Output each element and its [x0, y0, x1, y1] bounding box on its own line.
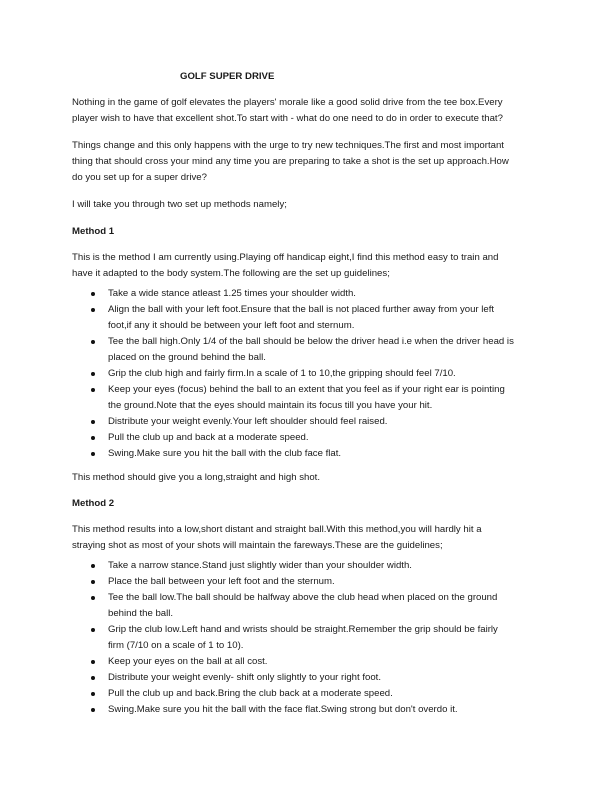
list-item: Keep your eyes on the ball at all cost.: [108, 656, 268, 667]
list-item: Take a wide stance atleast 1.25 times your shoulder width.: [108, 288, 356, 299]
list-item: Grip the club low.Left hand and wrists should be straight.Remember the grip should be fairly: [108, 624, 498, 635]
bullet-icon: [91, 340, 95, 344]
bullet-icon: [91, 628, 95, 632]
section-heading: Method 2: [72, 498, 115, 509]
bullet-icon: [91, 292, 95, 296]
list-item: Pull the club up and back.Bring the club back at a moderate speed.: [108, 688, 393, 699]
bullet-icon: [91, 580, 95, 584]
list-item: Keep your eyes (focus) behind the ball to an extent that you feel as if your right ear is pointing: [108, 384, 505, 395]
section-heading: Method 1: [72, 226, 115, 237]
bullet-icon: [91, 388, 95, 392]
bullet-icon: [91, 596, 95, 600]
paragraph-line: This is the method I am currently using.Playing off handicap eight,I find this method easy to train and: [72, 252, 499, 263]
list-item: Distribute your weight evenly.Your left shoulder should feel raised.: [108, 416, 388, 427]
paragraph-line: Things change and this only happens with the urge to try new techniques.The first and most important: [72, 140, 504, 151]
list-item: behind the ball.: [108, 608, 174, 619]
list-item: Tee the ball high.Only 1/4 of the ball should be below the driver head i.e when the driver head is: [108, 336, 514, 347]
list-item: foot,if any it should be between your left foot and sternum.: [108, 320, 355, 331]
list-item: firm (7/10 on a scale of 1 to 10).: [108, 640, 244, 651]
list-item: the ground.Note that the eyes should maintain its focus till you have your hit.: [108, 400, 433, 411]
list-item: placed on the ground behind the ball.: [108, 352, 266, 363]
document-title: GOLF SUPER DRIVE: [180, 71, 275, 82]
bullet-icon: [91, 420, 95, 424]
list-item: Align the ball with your left foot.Ensure that the ball is not placed further away from your left: [108, 304, 495, 315]
list-item: Take a narrow stance.Stand just slightly wider than your shoulder width.: [108, 560, 412, 571]
list-item: Distribute your weight evenly- shift only slightly to your right foot.: [108, 672, 382, 683]
bullet-icon: [91, 436, 95, 440]
list-item: Swing.Make sure you hit the ball with the club face flat.: [108, 448, 342, 459]
bullet-icon: [91, 564, 95, 568]
bullet-icon: [91, 372, 95, 376]
paragraph-line: Nothing in the game of golf elevates the players' morale like a good solid drive from the tee box.Every: [72, 97, 503, 108]
paragraph-line: have it adapted to the body system.The following are the set up guidelines;: [72, 268, 390, 279]
list-item: Tee the ball low.The ball should be halfway above the club head when placed on the ground: [108, 592, 498, 603]
list-item: Pull the club up and back at a moderate speed.: [108, 432, 309, 443]
list-item: Grip the club high and fairly firm.In a scale of 1 to 10,the gripping should feel 7/10.: [108, 368, 456, 379]
paragraph-line: thing that should cross your mind any time you are preparing to take a shot is the set up approach.How: [72, 156, 509, 167]
bullet-icon: [91, 692, 95, 696]
paragraph-line: do you set up for a super drive?: [72, 172, 207, 183]
list-item: Place the ball between your left foot and the sternum.: [108, 576, 335, 587]
bullet-icon: [91, 452, 95, 456]
bullet-icon: [91, 708, 95, 712]
bullet-icon: [91, 308, 95, 312]
paragraph-line: This method should give you a long,straight and high shot.: [72, 472, 320, 483]
paragraph-line: I will take you through two set up methods namely;: [72, 199, 287, 210]
bullet-icon: [91, 676, 95, 680]
list-item: Swing.Make sure you hit the ball with the face flat.Swing strong but don't overdo it.: [108, 704, 458, 715]
paragraph-line: player wish to have that excellent shot.To start with - what do one need to do in order to execute that?: [72, 113, 503, 124]
paragraph-line: This method results into a low,short distant and straight ball.With this method,you will hardly hit a: [72, 524, 482, 535]
bullet-icon: [91, 660, 95, 664]
paragraph-line: straying shot as most of your shots will maintain the fareways.These are the guidelines;: [72, 540, 443, 551]
